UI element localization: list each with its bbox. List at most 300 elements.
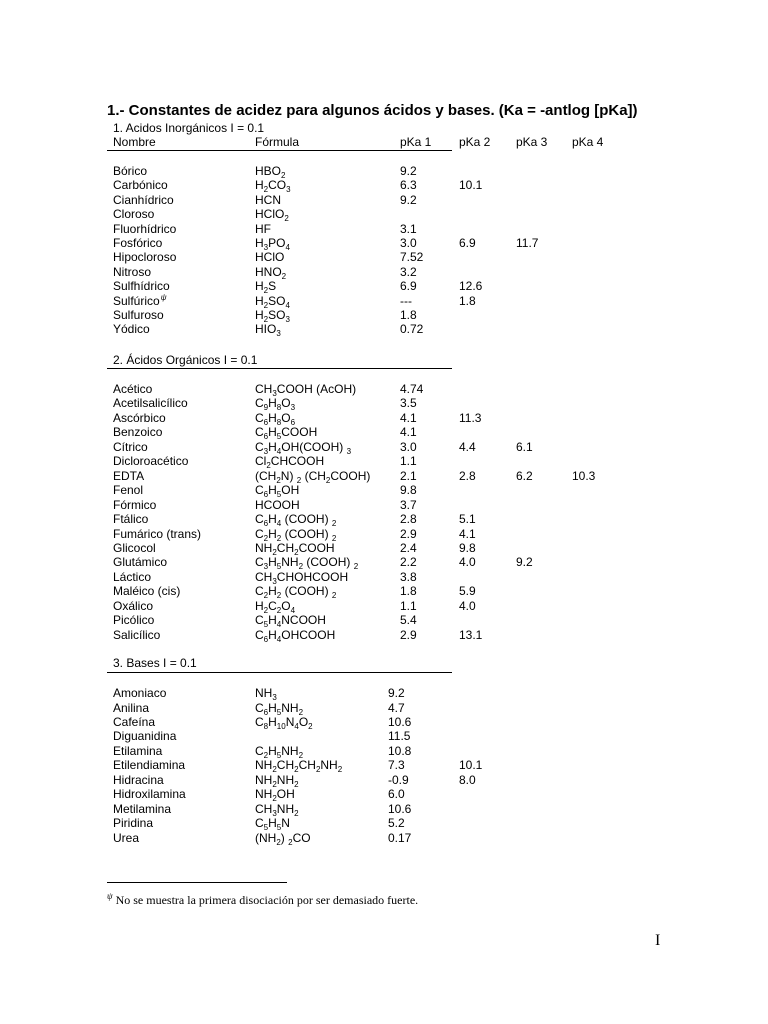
compound-name — [113, 193, 174, 207]
compound-formula — [255, 802, 299, 816]
compound-name-text: Maléico (cis) — [113, 584, 181, 599]
formula-subscript: 2 — [276, 605, 282, 615]
compound-name-text: Sulfhídrico — [113, 279, 170, 294]
pka1-value: 9.2 — [388, 686, 405, 700]
compound-formula — [255, 411, 295, 425]
compound-formula — [255, 527, 336, 541]
compound-name — [113, 613, 154, 627]
pka1-value: 9.8 — [400, 483, 417, 498]
formula-subscript: 4 — [285, 243, 290, 252]
formula-text: (CH — [255, 468, 277, 483]
pka1-value: 9.2 — [400, 192, 417, 207]
formula-subscript: 9 — [263, 403, 269, 413]
formula-subscript: 2 — [294, 765, 299, 775]
formula-text: H — [268, 439, 277, 454]
formula-subscript: 3 — [263, 243, 269, 252]
formula-subscript: 2 — [263, 315, 269, 324]
formula-text: NH — [255, 541, 273, 555]
compound-name — [113, 440, 148, 454]
formula-text: C — [255, 714, 264, 729]
compound-name — [113, 541, 156, 555]
compound-name-text: Yódico — [113, 322, 150, 337]
formula-text: CO — [292, 830, 311, 845]
formula-subscript: 2 — [298, 562, 304, 572]
pka1-value: 4.1 — [400, 425, 417, 440]
formula-text: CH — [298, 758, 316, 773]
formula-text: C — [255, 483, 264, 498]
compound-formula — [255, 498, 300, 512]
pka2-value: 11.3 — [459, 410, 482, 425]
formula-text: C — [255, 410, 264, 425]
compound-formula — [255, 483, 300, 500]
pka2-value: 9.8 — [459, 541, 476, 555]
formula-text: NH — [255, 772, 273, 787]
compound-name-text: Nitroso — [113, 264, 152, 279]
formula-text: COOH) — [330, 468, 371, 483]
compound-name — [113, 628, 160, 642]
formula-text: O — [281, 410, 291, 425]
formula-subscript: 2 — [263, 750, 269, 760]
formula-text: C — [255, 700, 264, 715]
compound-name — [113, 498, 156, 512]
compound-formula — [255, 555, 359, 572]
compound-formula — [255, 440, 351, 454]
formula-subscript: 6 — [263, 707, 269, 717]
compound-name — [113, 758, 185, 772]
compound-name — [113, 701, 149, 715]
formula-text: (COOH) — [281, 512, 332, 526]
compound-name — [113, 425, 162, 439]
pka1-value: 0.72 — [400, 322, 424, 337]
compound-name — [113, 787, 186, 801]
compound-formula — [255, 222, 271, 236]
compound-formula — [255, 773, 299, 787]
formula-text: H — [268, 483, 277, 498]
compound-formula — [255, 570, 348, 584]
compound-formula — [255, 758, 343, 775]
compound-name-text: Anilina — [113, 700, 150, 715]
formula-text: H — [255, 598, 264, 613]
compound-name — [113, 483, 143, 497]
compound-name — [113, 686, 166, 700]
formula-subscript: 4 — [285, 300, 290, 310]
formula-text: OH — [281, 483, 300, 498]
compound-name-text: Cloroso — [113, 207, 155, 222]
compound-name-text: Cítrico — [113, 439, 148, 454]
compound-name-text: Fumárico (trans) — [113, 526, 202, 541]
header-pka4: pKa 4 — [572, 135, 604, 149]
formula-text: C — [255, 816, 264, 830]
compound-formula — [255, 308, 290, 322]
formula-text: C — [255, 627, 264, 642]
compound-formula — [255, 744, 303, 758]
compound-name-text: Hipocloroso — [113, 250, 177, 265]
formula-text: CHOHCOOH — [276, 569, 349, 584]
formula-subscript: 2 — [298, 707, 304, 717]
compound-name-text: Hidracina — [113, 772, 164, 787]
pka2-value: 4.1 — [459, 526, 476, 541]
formula-subscript: 2 — [296, 475, 302, 485]
formula-subscript: 2 — [276, 533, 282, 543]
compound-name — [113, 816, 153, 830]
pka3-value: 9.2 — [516, 555, 533, 570]
compound-name — [113, 294, 167, 308]
header-pka1: pKa 1 — [400, 135, 432, 149]
formula-text: HF — [255, 221, 271, 236]
formula-subscript: 5 — [263, 620, 269, 630]
compound-name-text: Fosfórico — [113, 236, 163, 250]
formula-subscript: 3 — [272, 389, 277, 398]
pka1-value: 4.7 — [388, 700, 405, 715]
formula-text: H — [255, 236, 264, 250]
pka1-value: 10.6 — [388, 714, 412, 729]
formula-text: NH — [281, 743, 299, 758]
formula-text: NH — [255, 787, 273, 802]
compound-formula — [255, 816, 290, 830]
formula-text: H — [268, 714, 277, 729]
page-number: I — [655, 932, 661, 949]
formula-text: H — [268, 627, 277, 642]
compound-formula — [255, 207, 289, 224]
formula-text: NH — [255, 758, 273, 773]
formula-text: H — [268, 584, 277, 599]
compound-name — [113, 396, 188, 410]
formula-subscript: 2 — [272, 548, 277, 557]
compound-name — [113, 599, 153, 613]
formula-subscript: 6 — [263, 519, 269, 528]
compound-formula — [255, 396, 296, 413]
pka1-value: 2.8 — [400, 512, 417, 526]
compound-formula — [255, 831, 311, 845]
compound-name-text: Ascórbico — [113, 410, 166, 425]
compound-name — [113, 236, 162, 250]
formula-subscript: 5 — [276, 707, 282, 717]
compound-name — [113, 178, 168, 192]
formula-text: H — [268, 425, 277, 440]
compound-name-text: Fluorhídrico — [113, 221, 177, 236]
compound-name — [113, 715, 155, 729]
formula-subscript: 2 — [263, 605, 269, 615]
compound-formula — [255, 265, 286, 279]
section-heading-inorganic: 1. Acidos Inorgánicos I = 0.1 — [113, 121, 265, 135]
footnote — [107, 891, 418, 908]
pka2-value: 12.6 — [459, 279, 483, 294]
formula-text: ) — [280, 830, 289, 845]
formula-subscript: 5 — [276, 750, 282, 760]
formula-text: C — [255, 526, 264, 541]
formula-text: HClO — [255, 207, 285, 222]
formula-subscript: 3 — [263, 446, 269, 456]
compound-formula — [255, 382, 356, 396]
formula-text: H — [255, 308, 264, 322]
pka1-value: 1.8 — [400, 584, 417, 599]
compound-formula — [255, 686, 277, 700]
pka1-value: 9.2 — [400, 164, 417, 178]
compound-formula — [255, 178, 291, 195]
formula-text: SO — [268, 293, 286, 308]
compound-formula — [255, 322, 281, 339]
formula-subscript: 6 — [263, 432, 269, 442]
formula-subscript: 3 — [290, 403, 296, 413]
formula-text: N — [281, 816, 290, 830]
formula-text: OHCOOH — [281, 627, 336, 642]
formula-text: (COOH) — [303, 555, 354, 570]
compound-formula — [255, 787, 295, 804]
compound-name — [113, 469, 144, 483]
pka1-value: 6.3 — [400, 178, 417, 193]
formula-subscript: 2 — [272, 779, 277, 789]
compound-name-text: Oxálico — [113, 598, 154, 613]
compound-formula — [255, 628, 335, 642]
formula-subscript: 2 — [272, 765, 277, 775]
compound-name — [113, 570, 151, 584]
pka1-value: 2.4 — [400, 541, 417, 555]
compound-name-text: Carbónico — [113, 178, 168, 193]
formula-text: OH — [276, 787, 295, 802]
header-pka2: pKa 2 — [459, 135, 491, 149]
formula-subscript: 2 — [337, 765, 343, 775]
formula-subscript: 5 — [276, 432, 282, 442]
formula-text: O — [298, 714, 309, 729]
formula-subscript: 8 — [276, 417, 282, 427]
pka2-value: 1.8 — [459, 293, 476, 308]
pka1-value: 3.5 — [400, 396, 417, 411]
formula-text: H — [268, 512, 277, 526]
compound-formula — [255, 584, 337, 601]
compound-formula — [255, 250, 284, 264]
formula-subscript: 2 — [315, 765, 321, 775]
footnote-text: No se muestra la primera disociación por ser demasiado fuerte. — [112, 893, 419, 907]
pka3-value: 11.7 — [516, 236, 539, 250]
section-rule-organic — [107, 368, 452, 369]
compound-formula — [255, 236, 290, 250]
compound-name-text: Hidroxilamina — [113, 787, 186, 802]
compound-name-text: Cafeína — [113, 714, 156, 729]
formula-text: H — [255, 178, 264, 193]
compound-name-text: Bórico — [113, 164, 148, 178]
pka1-value: --- — [400, 293, 412, 308]
formula-text: SO — [268, 308, 286, 322]
compound-formula — [255, 294, 290, 308]
formula-text: (COOH) — [281, 526, 332, 541]
compound-name — [113, 308, 164, 322]
header-rule — [107, 150, 452, 151]
formula-subscript: 6 — [290, 417, 296, 427]
compound-name-text: Fórmico — [113, 497, 157, 512]
pka1-value: 0.17 — [388, 830, 412, 845]
formula-text: HClO — [255, 250, 285, 265]
pka1-value: 7.52 — [400, 250, 424, 265]
pka2-value: 13.1 — [459, 627, 483, 642]
page-title: 1.- Constantes de acidez para algunos ácidos y bases. (Ka = -antlog [pKa]) — [107, 102, 638, 119]
formula-text: H — [268, 816, 277, 830]
footnote-reference: ψ — [160, 292, 167, 302]
pka1-value: 2.1 — [400, 468, 417, 483]
compound-formula — [255, 701, 303, 715]
pka1-value: 1.8 — [400, 308, 417, 322]
compound-name-text: Etilendiamina — [113, 758, 186, 773]
pka2-value: 5.9 — [459, 584, 476, 599]
pka2-value: 8.0 — [459, 772, 476, 787]
formula-text: CHCOOH — [270, 454, 325, 469]
pka1-value: 3.7 — [400, 497, 417, 512]
formula-text: CO — [268, 178, 287, 193]
formula-subscript: 2 — [281, 171, 286, 180]
formula-text: H — [268, 410, 277, 425]
formula-subscript: 3 — [285, 315, 290, 324]
pka1-value: 1.1 — [400, 454, 417, 469]
compound-formula — [255, 164, 285, 178]
pka1-value: 3.1 — [400, 221, 417, 236]
formula-text: C — [255, 584, 264, 599]
compound-name — [113, 250, 176, 264]
pka1-value: 3.8 — [400, 569, 417, 584]
compound-name — [113, 382, 152, 396]
compound-name-text: Salicílico — [113, 627, 161, 642]
formula-subscript: 2 — [331, 533, 337, 543]
compound-name-text: Diguanidina — [113, 729, 177, 744]
formula-text: C — [255, 555, 264, 570]
formula-text: C — [268, 598, 277, 613]
header-name: Nombre — [113, 135, 156, 149]
formula-text: H — [268, 396, 277, 411]
formula-subscript: 2 — [263, 286, 269, 296]
pka2-value: 2.8 — [459, 468, 476, 483]
compound-name-text: Láctico — [113, 569, 152, 584]
pka3-value: 6.1 — [516, 439, 533, 454]
compound-name-text: Dicloroacético — [113, 454, 189, 469]
compound-name-text: Fenol — [113, 483, 144, 498]
formula-text: N) — [280, 468, 297, 483]
pka1-value: 2.2 — [400, 555, 417, 570]
pka1-value: 5.2 — [388, 816, 405, 830]
pka1-value: 3.0 — [400, 236, 417, 250]
formula-subscript: 2 — [284, 214, 289, 224]
pka2-value: 4.0 — [459, 555, 476, 570]
formula-text: NH — [281, 555, 299, 570]
pka2-value: 5.1 — [459, 512, 476, 526]
pka2-value: 6.9 — [459, 236, 476, 250]
formula-text: HNO — [255, 264, 282, 279]
header-formula: Fórmula — [255, 135, 300, 149]
formula-text: OH(COOH) — [281, 439, 347, 454]
compound-name-text: Urea — [113, 830, 140, 845]
formula-subscript: 2 — [288, 837, 293, 847]
formula-subscript: 5 — [276, 490, 282, 500]
pka2-value: 4.0 — [459, 598, 476, 613]
compound-name-text: Sulfúrico — [113, 293, 160, 308]
formula-subscript: 4 — [276, 446, 282, 456]
compound-name — [113, 831, 139, 845]
formula-text: NH — [320, 758, 338, 773]
formula-subscript: 5 — [276, 562, 282, 572]
pka1-value: 4.74 — [400, 382, 424, 396]
formula-text: C — [255, 512, 264, 526]
formula-subscript: 8 — [276, 403, 282, 413]
formula-text: CH — [255, 569, 273, 584]
compound-name — [113, 279, 170, 293]
compound-name-text: Picólico — [113, 613, 155, 628]
formula-subscript: 4 — [290, 605, 296, 615]
section-heading-bases: 3. Bases I = 0.1 — [113, 656, 197, 670]
pka3-value: 6.2 — [516, 468, 533, 483]
compound-name-text: Piridina — [113, 816, 154, 830]
formula-text: S — [268, 279, 277, 294]
formula-subscript: 3 — [286, 185, 291, 195]
pka1-value: 3.2 — [400, 264, 417, 279]
pka1-value: 7.3 — [388, 758, 405, 773]
compound-name — [113, 164, 147, 178]
formula-text: COOH — [281, 425, 318, 440]
formula-subscript: 2 — [353, 562, 359, 572]
formula-text: C — [255, 613, 264, 628]
footnote-mark: ψ — [107, 891, 113, 901]
formula-text: HCOOH — [255, 497, 300, 512]
compound-formula — [255, 469, 370, 483]
section-rule-bases — [107, 672, 452, 673]
formula-subscript: 2 — [263, 300, 269, 310]
formula-text: NH — [276, 772, 295, 787]
pka1-value: 6.9 — [400, 279, 417, 294]
formula-subscript: 3 — [276, 329, 281, 339]
formula-text: H — [268, 700, 277, 715]
pka2-value: 10.1 — [459, 758, 483, 773]
pka1-value: 10.8 — [388, 743, 412, 758]
formula-text: CH — [276, 541, 295, 555]
compound-name — [113, 555, 167, 569]
pka4-value: 10.3 — [572, 468, 596, 483]
compound-formula — [255, 541, 335, 555]
formula-subscript: 4 — [294, 721, 299, 731]
compound-formula — [255, 599, 295, 613]
compound-name-text: Glicocol — [113, 541, 156, 555]
compound-formula — [255, 454, 325, 471]
formula-text: O — [281, 396, 291, 411]
compound-name-text: Cianhídrico — [113, 192, 174, 207]
pka1-value: 1.1 — [400, 598, 417, 613]
formula-text: N — [285, 714, 295, 729]
formula-text: H — [268, 526, 277, 541]
formula-subscript: 5 — [263, 823, 269, 832]
compound-formula — [255, 512, 336, 526]
compound-name-text: Amoniaco — [113, 686, 167, 700]
formula-text: C — [255, 439, 264, 454]
formula-subscript: 3 — [272, 808, 277, 818]
formula-text: H — [255, 293, 264, 308]
section-heading-organic: 2. Ácidos Orgánicos I = 0.1 — [113, 353, 258, 367]
compound-name-text: Acético — [113, 382, 153, 396]
formula-subscript: 2 — [266, 461, 271, 471]
pka1-value: 2.9 — [400, 627, 417, 642]
compound-name — [113, 773, 164, 787]
compound-name — [113, 207, 154, 221]
footnote-rule — [107, 882, 287, 883]
compound-formula — [255, 279, 277, 296]
compound-formula — [255, 425, 318, 442]
formula-text: H — [268, 743, 277, 758]
pka1-value: -0.9 — [388, 772, 409, 787]
compound-name-text: Etilamina — [113, 743, 163, 758]
formula-subscript: 2 — [276, 837, 281, 847]
formula-subscript: 2 — [294, 808, 299, 818]
formula-subscript: 6 — [263, 490, 269, 500]
formula-subscript: 2 — [294, 548, 299, 557]
formula-subscript: 2 — [276, 591, 282, 601]
formula-subscript: 2 — [331, 519, 337, 528]
pka1-value: 10.6 — [388, 801, 412, 816]
formula-subscript: 4 — [276, 519, 282, 528]
pka1-value: 5.4 — [400, 613, 417, 628]
